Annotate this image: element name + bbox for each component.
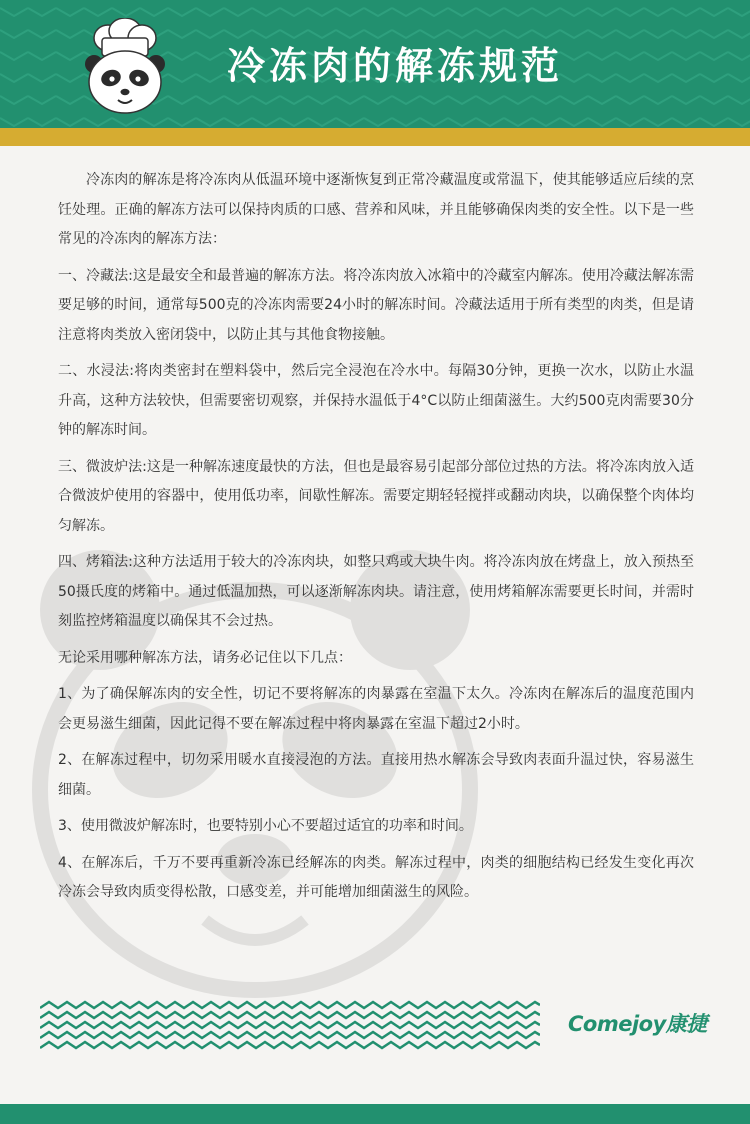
footer-band: [0, 1104, 750, 1124]
gold-divider-band: [0, 128, 750, 146]
reminder-item-4: 4、在解冻后，千万不要再重新冷冻已经解冻的肉类。解冻过程中，肉类的细胞结构已经发生变化再次冷冻会导致肉质变得松散，口感变差，并可能增加细菌滋生的风险。: [58, 854, 694, 900]
reminder-item-2: 2、在解冻过程中，切勿采用暖水直接浸泡的方法。直接用热水解冻会导致肉表面升温过快，容易滋生细菌。: [58, 752, 694, 798]
panda-chef-mascot-icon: [80, 18, 170, 118]
method-microwave: 三、微波炉法:这是一种解冻速度最快的方法，但也是最容易引起部分部位过热的方法。将冷冻肉放入适合微波炉使用的容器中，使用低功率，间歇性解冻。需要定期轻轻搅拌或翻动肉块，以确保整个肉体均匀解冻。: [58, 458, 694, 534]
intro-paragraph: 冷冻肉的解冻是将冷冻肉从低温环境中逐渐恢复到正常冷藏温度或常温下，使其能够适应后续的烹饪处理。正确的解冻方法可以保持肉质的口感、营养和风味，并且能够确保肉类的安全性。以下是一些常见的冷冻肉的解冻方法：: [58, 172, 694, 247]
zigzag-decoration-icon: [40, 1000, 540, 1052]
brand-logo: Comejoy康捷: [568, 1012, 707, 1036]
content-body: [58, 166, 694, 915]
method-water-immersion: 二、水浸法:将肉类密封在塑料袋中，然后完全浸泡在冷水中。每隔30分钟，更换一次水，以防止水温升高，这种方法较快，但需要密切观察，并保持水温低于4°C以防止细菌滋生。大约500克肉需要30分钟的解冻时间。: [58, 363, 694, 438]
page-title: 冷冻肉的解冻规范: [226, 44, 563, 88]
method-oven: 四、烤箱法:这种方法适用于较大的冷冻肉块，如整只鸡或大块牛肉。将冷冻肉放在烤盘上，放入预热至50摄氏度的烤箱中。通过低温加热，可以逐渐解冻肉块。请注意，使用烤箱解冻需要更长时间，并需时刻监控烤箱温度以确保其不会过热。: [58, 554, 694, 629]
reminder-intro: 无论采用哪种解冻方法，请务必记住以下几点：: [58, 649, 352, 666]
reminder-item-1: 1、为了确保解冻肉的安全性，切记不要将解冻的肉暴露在室温下太久。冷冻肉在解冻后的温度范围内会更易滋生细菌，因此记得不要在解冻过程中将肉暴露在室温下超过2小时。: [58, 686, 694, 732]
header-banner: [0, 0, 750, 128]
method-cold-storage: 一、冷藏法:这是最安全和最普遍的解冻方法。将冷冻肉放入冰箱中的冷藏室内解冻。使用冷藏法解冻需要足够的时间，通常每500克的冷冻肉需要24小时的解冻时间。冷藏法适用于所有类型的肉类，但是请注意将肉类放入密闭袋中，以防止其与其他食物接触。: [58, 267, 694, 343]
reminder-item-3: 3、使用微波炉解冻时，也要特别小心不要超过适宜的功率和时间。: [58, 818, 473, 834]
